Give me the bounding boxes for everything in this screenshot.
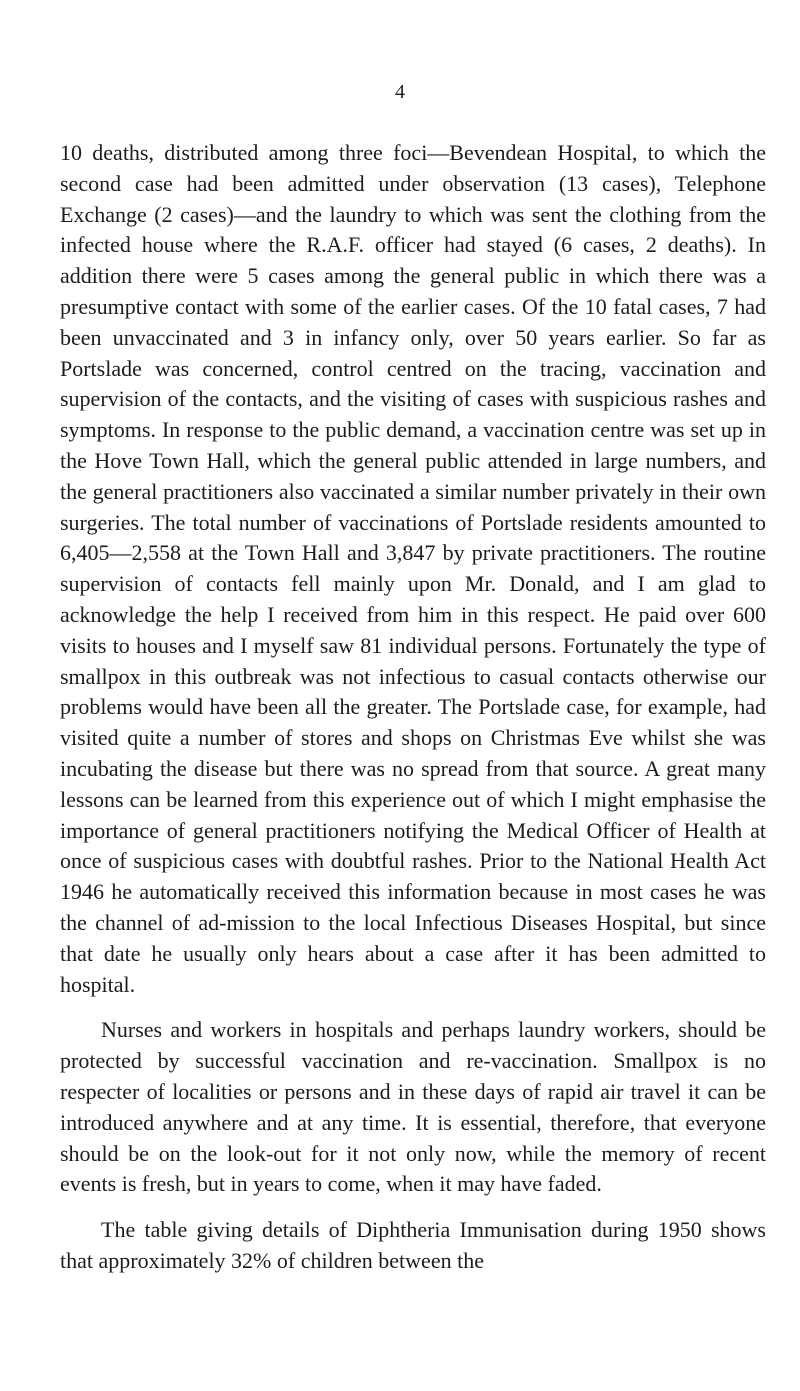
paragraph-diphtheria-immunisation: The table giving details of Diphtheria Immunisation during 1950 shows that approximately 32% of children between the xyxy=(60,1217,766,1273)
paragraph-smallpox-outbreak: 10 deaths, distributed among three foci—Bevendean Hospital, to which the second case had been admitted under observation (13 cases), Telephone Exchange (2 cases)—and the laundry to which was sent the clothing from the infected house where the R.A.F. officer had stayed (6 cases, 2 deaths). In addition there were 5 cases among the general public in which there was a presumptive contact with some of the earlier cases. Of the 10 fatal cases, 7 had been unvaccinated and 3 in infancy only, over 50 years earlier. So far as Portslade was concerned, control centred on the tracing, vaccination and supervision of the contacts, and the visiting of cases with suspicious rashes and symptoms. In response to the public demand, a vaccination centre was set up in the Hove Town Hall, which the general public attended in large numbers, and the general practitioners also vaccinated a similar number privately in their own surgeries. The total number of vaccinations of Portslade residents amounted to 6,405—2,558 at the Town Hall and 3,847 by private practitioners. The routine supervision of contacts fell mainly upon Mr. Donald, and I am glad to acknowledge the help I received from him in this respect. He paid over 600 visits to houses and I myself saw 81 individual persons. Fortunately the type of smallpox in this outbreak was not infectious to casual contacts otherwise our problems would have been all the greater. The Portslade case, for example, had visited quite a number of stores and shops on Christmas Eve whilst she was incubating the disease but there was no spread from that source. A great many lessons can be learned from this experience out of which I might emphasise the importance of general practitioners notifying the Medical Officer of Health at once of suspicious cases with doubtful rashes. Prior to the National Health Act 1946 he automatically received this information because in most cases he was the channel of ad-mission to the local Infectious Diseases Hospital, but since that date he usually only hears about a case after it has been admitted to hospital. xyxy=(60,140,766,997)
page-number: 4 xyxy=(395,81,405,103)
paragraph-vaccination-advice: Nurses and workers in hospitals and perhaps laundry workers, should be protected by successful vaccination and re-vaccination. Smallpox is no respecter of localities or persons and in these days of rapid air travel it can be introduced anywhere and at any time. It is essential, therefore, that everyone should be on the look-out for it not only now, while the memory of recent events is fresh, but in years to come, when it may have faded. xyxy=(60,1017,766,1197)
body-text xyxy=(60,138,766,1277)
